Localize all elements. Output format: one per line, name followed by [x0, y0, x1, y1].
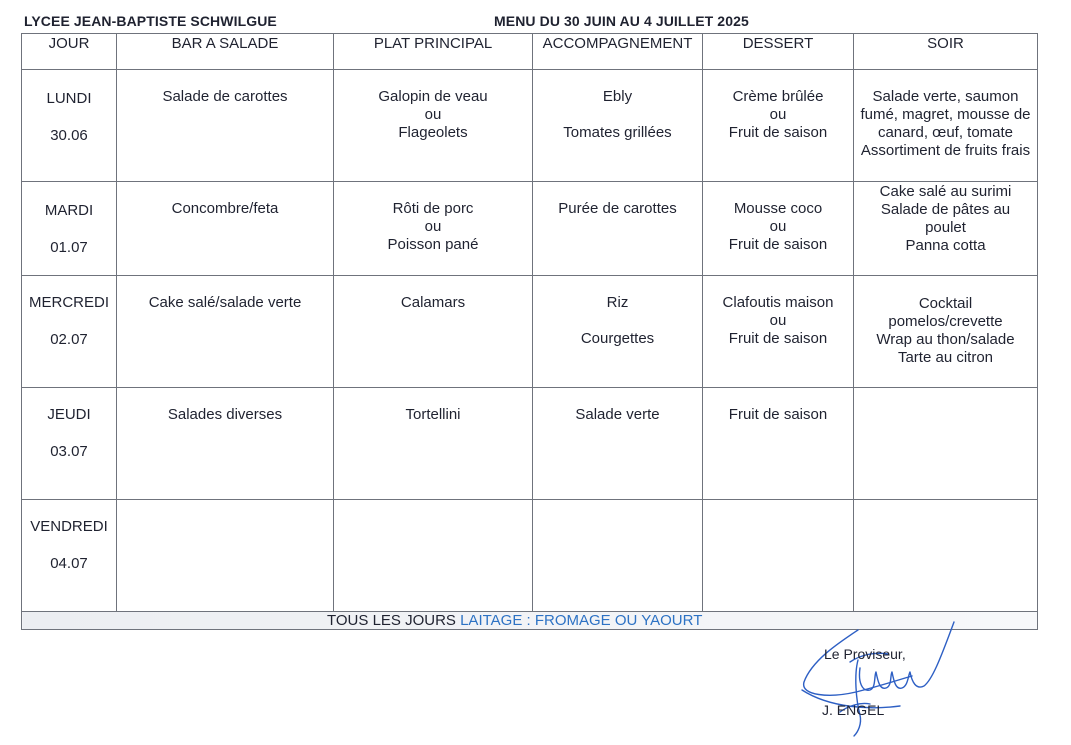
accompagnement-cell	[533, 388, 703, 500]
accompagnement-cell	[533, 70, 703, 182]
dessert-item: Clafoutis maison	[722, 294, 834, 311]
plat-or: ou	[424, 218, 442, 235]
day-name: VENDREDI	[30, 518, 108, 535]
soir-line: Assortiment de fruits frais	[860, 142, 1031, 159]
plat-item: Flageolets	[398, 124, 468, 141]
accomp-item: Purée de carottes	[558, 200, 677, 217]
plat-cell	[334, 276, 533, 388]
dessert-or: ou	[769, 106, 787, 123]
day-date: 01.07	[50, 239, 88, 256]
bar-a-salade-cell	[117, 182, 334, 276]
day-cell	[22, 388, 117, 500]
header-row	[22, 34, 1038, 70]
soir-line: Panna cotta	[905, 237, 986, 254]
footer-highlight: LAITAGE : FROMAGE OU YAOURT	[460, 612, 703, 629]
soir-line: fumé, magret, mousse de	[860, 106, 1031, 123]
handwritten-signature	[800, 620, 970, 740]
plat-or: ou	[424, 106, 442, 123]
salade-item: Salade de carottes	[162, 88, 288, 105]
accomp-item: Salade verte	[575, 406, 660, 423]
soir-line: canard, œuf, tomate	[877, 124, 1014, 141]
accomp-spacer	[533, 106, 702, 124]
col-header-jour: JOUR	[22, 34, 117, 70]
dessert-cell	[703, 276, 854, 388]
plat-item: Calamars	[400, 294, 466, 311]
soir-cell	[854, 182, 1038, 276]
table-row	[22, 500, 1038, 612]
table-row	[22, 388, 1038, 500]
dessert-cell	[703, 70, 854, 182]
day-name: MARDI	[44, 202, 94, 219]
accomp-item: Ebly	[602, 88, 633, 105]
dessert-item: Crème brûlée	[732, 88, 824, 105]
table-row	[22, 182, 1038, 276]
menu-title: MENU DU 30 JUIN AU 4 JUILLET 2025	[494, 13, 749, 29]
plat-cell	[334, 500, 533, 612]
col-header-accompagnement: ACCOMPAGNEMENT	[533, 34, 703, 70]
accomp-spacer	[533, 312, 702, 330]
salade-item: Salades diverses	[167, 406, 283, 423]
accomp-item: Courgettes	[580, 330, 655, 347]
bar-a-salade-cell	[117, 388, 334, 500]
day-cell	[22, 276, 117, 388]
soir-cell	[854, 70, 1038, 182]
dessert-cell	[703, 500, 854, 612]
soir-line: pomelos/crevette	[888, 313, 1003, 330]
table-row	[22, 276, 1038, 388]
accompagnement-cell	[533, 182, 703, 276]
signature-title: Le Proviseur,	[824, 646, 906, 662]
plat-item: Poisson pané	[387, 236, 479, 253]
plat-cell	[334, 182, 533, 276]
day-date: 02.07	[50, 331, 88, 348]
day-date: 04.07	[50, 555, 88, 572]
plat-cell	[334, 388, 533, 500]
day-cell	[22, 182, 117, 276]
soir-line: Salade verte, saumon	[872, 88, 1019, 105]
day-name: JEUDI	[47, 406, 91, 423]
dessert-item: Fruit de saison	[728, 406, 828, 423]
soir-line: poulet	[925, 219, 966, 236]
dessert-or: ou	[769, 218, 787, 235]
soir-cell	[854, 500, 1038, 612]
school-name: LYCEE JEAN-BAPTISTE SCHWILGUE	[24, 13, 277, 29]
accomp-item: Riz	[606, 294, 629, 311]
day-cell	[22, 500, 117, 612]
col-header-soir: SOIR	[854, 34, 1038, 70]
plat-item: Galopin de veau	[378, 88, 488, 105]
plat-item: Tortellini	[405, 406, 461, 423]
accomp-item: Tomates grillées	[563, 124, 672, 141]
bar-a-salade-cell	[117, 500, 334, 612]
signature-name: J. ENGEL	[822, 702, 885, 718]
soir-line: Cake salé au surimi	[879, 183, 1012, 200]
footer-prefix: TOUS LES JOURS	[327, 612, 456, 629]
day-date: 30.06	[50, 127, 88, 144]
dessert-item: Fruit de saison	[728, 124, 828, 141]
accompagnement-cell	[533, 500, 703, 612]
salade-item: Concombre/feta	[171, 200, 279, 217]
plat-cell	[334, 70, 533, 182]
soir-cell	[854, 388, 1038, 500]
dessert-or: ou	[769, 312, 787, 329]
soir-line: Wrap au thon/salade	[876, 331, 1015, 348]
soir-line: Cocktail	[918, 295, 973, 312]
dessert-item: Mousse coco	[733, 200, 823, 217]
plat-item: Rôti de porc	[392, 200, 474, 217]
bar-a-salade-cell	[117, 276, 334, 388]
signature-block	[800, 620, 970, 740]
soir-cell	[854, 276, 1038, 388]
menu-table	[21, 33, 1038, 630]
salade-item: Cake salé/salade verte	[148, 294, 302, 311]
dessert-cell	[703, 388, 854, 500]
dessert-item: Fruit de saison	[728, 330, 828, 347]
day-name: LUNDI	[46, 90, 92, 107]
day-name: MERCREDI	[28, 294, 109, 311]
table-row	[22, 70, 1038, 182]
col-header-dessert: DESSERT	[703, 34, 854, 70]
soir-line: Salade de pâtes au	[880, 201, 1011, 218]
dessert-item: Fruit de saison	[728, 236, 828, 253]
accompagnement-cell	[533, 276, 703, 388]
soir-line: Tarte au citron	[897, 349, 994, 366]
bar-a-salade-cell	[117, 70, 334, 182]
day-date: 03.07	[50, 443, 88, 460]
dessert-cell	[703, 182, 854, 276]
col-header-plat-principal: PLAT PRINCIPAL	[334, 34, 533, 70]
col-header-bar-a-salade: BAR A SALADE	[117, 34, 334, 70]
day-cell	[22, 70, 117, 182]
